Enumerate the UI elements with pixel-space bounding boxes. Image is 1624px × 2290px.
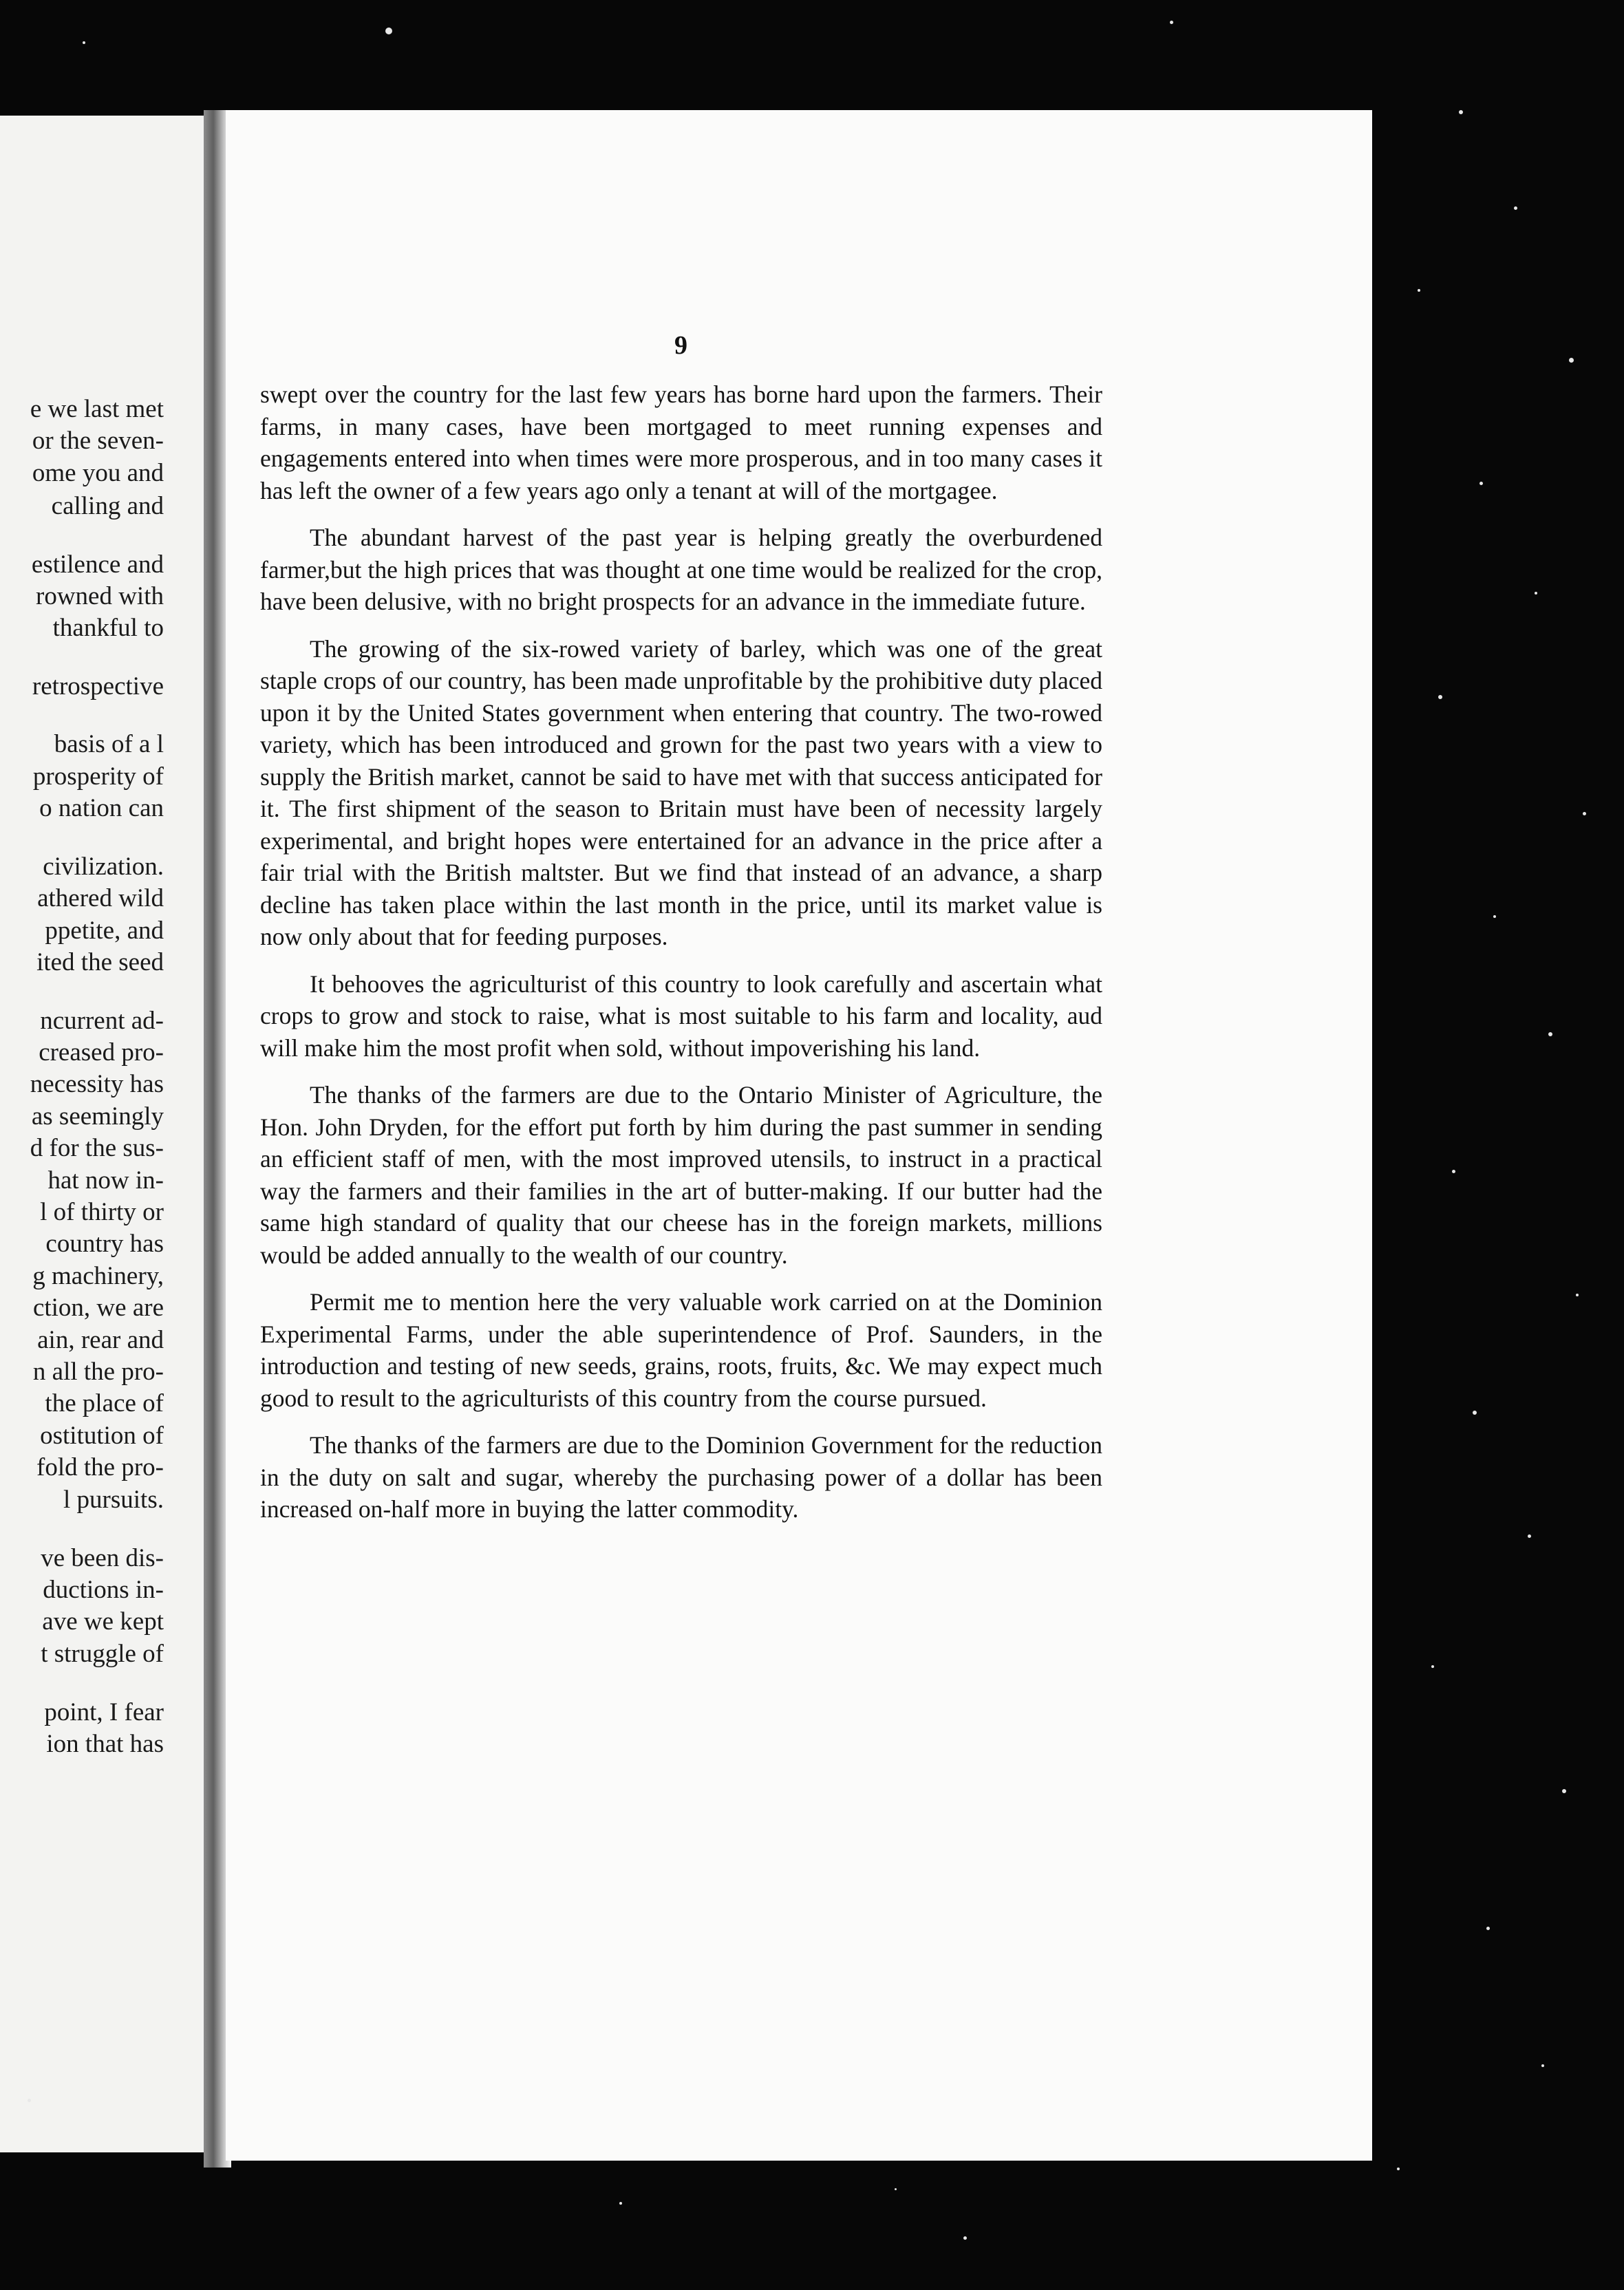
speck	[1514, 206, 1517, 210]
left-page-line: ncurrent ad-	[40, 1007, 164, 1035]
speck	[1562, 1789, 1566, 1793]
speck	[895, 2188, 897, 2190]
left-page-line: d for the sus-	[30, 1134, 164, 1162]
speck	[28, 2099, 31, 2102]
speck	[619, 2202, 622, 2205]
speck	[963, 2236, 967, 2240]
paragraph-3: The growing of the six-rowed variety of barley, which was one of the great staple crops of our country, has been made unprofitable by the prohibitive duty placed upon it by the United States government when entering that country. The two-rowed variety, which has been introduced and grown for the past two years with a view to supply the British market, cannot be said to have met with that success anticipated for it. The first shipment of the season to Britain must have been of necessity largely experimental, and bright hopes were entertained for an advance in the price after a fair trial with the British maltster. But we find that instead of an advance, a sharp decline has taken place within the last month in the price, until its market value is now only about that for feeding purposes.	[260, 634, 1102, 950]
left-page-line: hat now in-	[47, 1166, 164, 1195]
left-page-line: creased pro-	[39, 1038, 164, 1067]
left-page-line: prosperity of	[32, 762, 164, 791]
speck	[1569, 358, 1574, 363]
left-page-line: ion that has	[46, 1730, 164, 1758]
left-page-line: ome you and	[32, 459, 164, 487]
paragraph-2: The abundant harvest of the past year is helping greatly the overburdened farmer,but the high prices that was thought at one time would be realized for the crop, have been delusive, with no bright prospects for an advance in the immediate future.	[260, 524, 1102, 615]
left-page-line: ave we kept	[42, 1607, 164, 1636]
paragraph-4: It behooves the agriculturist of this country to look carefully and ascertain what crops to grow and stock to raise, what is most suitable to his farm and locality, aud will make him the most profit when sold, without impoverishing his land.	[260, 970, 1102, 1062]
left-page-line: basis of a l	[54, 730, 164, 758]
speck	[1479, 482, 1483, 485]
speck	[1486, 1927, 1490, 1930]
speck	[1452, 1170, 1455, 1173]
speck	[1528, 1534, 1531, 1538]
left-page-line: n all the pro-	[32, 1358, 164, 1386]
left-page-line: calling and	[51, 492, 164, 520]
left-page	[0, 116, 206, 2152]
left-page-line: fold the pro-	[36, 1453, 164, 1481]
left-page-line: civilization.	[43, 853, 164, 881]
paragraph-5: The thanks of the farmers are due to the Ontario Minister of Agriculture, the Hon. John Dryden, for the effort put forth by him during the past summer in sending an efficient staff of men, with the most improved utensils, to instruct in a practical way the farmers and their families in the art of butter-making. If our butter had the same high standard of quality that our cheese has in the foreign markets, millions would be added annually to the wealth of our country.	[260, 1081, 1102, 1269]
left-page-line: country has	[45, 1230, 164, 1258]
left-page-line: or the seven-	[32, 427, 164, 455]
left-page-line: athered wild	[37, 884, 164, 912]
speck	[83, 41, 85, 44]
speck	[1473, 1411, 1477, 1415]
left-page-line: necessity has	[30, 1070, 164, 1098]
speck	[1541, 2064, 1544, 2067]
left-page-line: ction, we are	[32, 1294, 164, 1322]
left-page-line: ain, rear and	[37, 1326, 164, 1354]
left-page-line: as seemingly	[31, 1102, 164, 1131]
page-number: 9	[674, 331, 687, 360]
left-page-line: g machinery,	[32, 1262, 164, 1290]
speck	[1438, 695, 1442, 699]
paragraph-6: Permit me to mention here the very valuable work carried on at the Dominion Experimental Farms, under the able superintendence of Prof. Saunders, in the introduction and testing of new seeds, grains, roots, fruits, &c. We may expect much good to result to the agriculturists of this country from the course pursued.	[260, 1288, 1102, 1412]
speck	[1493, 915, 1496, 918]
left-page-line: retrospective	[32, 672, 164, 700]
left-page-line: estilence and	[31, 550, 164, 579]
left-page-line: ited the seed	[36, 948, 164, 976]
left-page-line: point, I fear	[44, 1698, 164, 1726]
speck	[1397, 2168, 1400, 2170]
left-page-line: thankful to	[52, 614, 164, 642]
left-page-line: l pursuits.	[63, 1486, 164, 1514]
speck	[1431, 1665, 1434, 1668]
speck	[1548, 1032, 1552, 1036]
speck	[1535, 592, 1537, 595]
left-page-line: ve been dis-	[41, 1544, 164, 1572]
left-page-line: ductions in-	[43, 1576, 164, 1604]
speck	[1459, 110, 1463, 114]
left-page-line: the place of	[45, 1389, 164, 1417]
speck	[385, 28, 392, 34]
speck	[1418, 289, 1420, 292]
paragraph-7: The thanks of the farmers are due to the Dominion Government for the reduction in the duty on salt and sugar, whereby the purchasing power of a dollar has been increased on-half more in buying the latter commodity.	[260, 1431, 1102, 1523]
left-page-line: ostitution of	[40, 1422, 164, 1450]
left-page-line: o nation can	[39, 794, 164, 822]
paragraph-1: swept over the country for the last few years has borne hard upon the farmers. Their farms, in many cases, have been mortgaged to meet running expenses and engagements entered into when times were more prosperous, and in too many cases it has left the owner of a few years ago only a tenant at will of the mortgagee.	[260, 381, 1102, 504]
left-page-line: e we last met	[30, 395, 164, 423]
page-body	[260, 378, 1102, 1541]
left-page-line: ppetite, and	[45, 917, 164, 945]
speck	[1583, 812, 1586, 815]
left-page-line: rowned with	[36, 582, 164, 610]
speck	[1576, 1294, 1579, 1296]
left-page-line: t struggle of	[41, 1640, 164, 1668]
speck	[1170, 21, 1173, 24]
left-page-line: l of thirty or	[40, 1198, 164, 1226]
